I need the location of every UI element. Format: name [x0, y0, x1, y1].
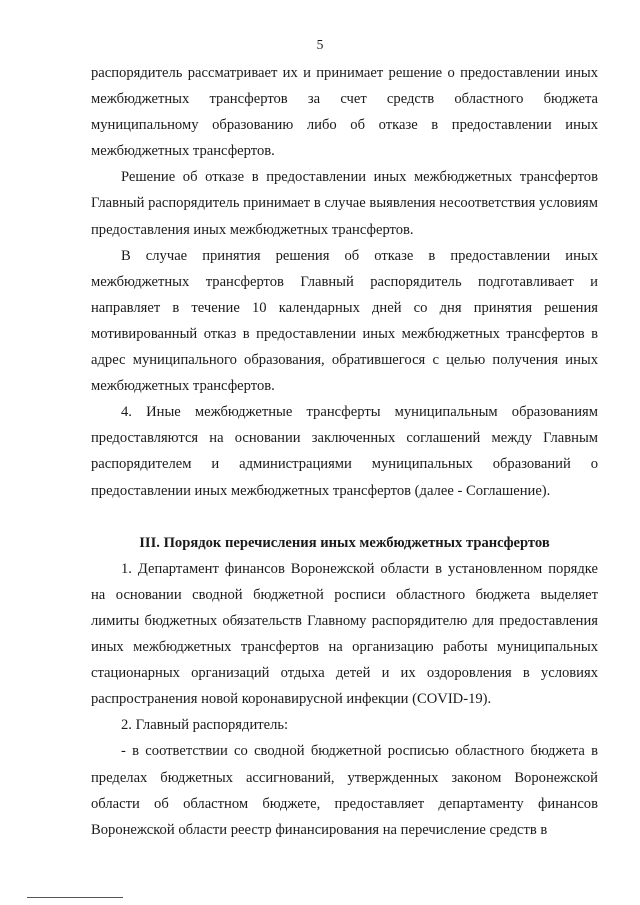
footer-rule	[27, 897, 123, 898]
document-body	[91, 60, 598, 843]
paragraph-chief-administrator: 2. Главный распорядитель:	[121, 717, 289, 734]
paragraph-refusal-decision: Решение об отказе в предоставлении иных межбюджетных трансфертов Главный распорядитель принимает в случае выявления несоответствия условиям предоставления иных межбюджетных трансфертов.	[91, 169, 598, 238]
page-number: 5	[316, 37, 324, 52]
paragraph-agreements: 4. Иные межбюджетные трансферты муниципальным образованиям предоставляются на основании заключенных соглашений между Главным распорядителем и администрациями муниципальных образований о предоставлении иных межбюджетных трансфертов (далее - Соглашение).	[91, 404, 598, 499]
section-heading: III. Порядок перечисления иных межбюджетных трансфертов	[139, 534, 550, 551]
paragraph-budget-register: - в соответствии со сводной бюджетной росписью областного бюджета в пределах бюджетных ассигнований, утвержденных законом Воронежской области об областном бюджете, предоставляет департаменту финансов Воронежской области реестр финансирования на перечисление средств в	[91, 743, 598, 838]
paragraph-refusal-notice: В случае принятия решения об отказе в предоставлении иных межбюджетных трансфертов Главный распорядитель подготавливает и направляет в течение 10 календарных дней со дня принятия решения мотивированный отказ в предоставлении иных межбюджетных трансфертов в адрес муниципального образования, обратившегося с целью получения иных межбюджетных трансфертов.	[91, 247, 598, 395]
paragraph-continuation: распорядитель рассматривает их и принимает решение о предоставлении иных межбюджетных трансфертов за счет средств областного бюджета муниципальному образованию либо об отказе в предоставлении иных межбюджетных трансфертов.	[91, 65, 598, 160]
paragraph-department-limits: 1. Департамент финансов Воронежской области в установленном порядке на основании сводной бюджетной росписи областного бюджета выделяет лимиты бюджетных обязательств Главному распорядителю для предоставления иных межбюджетных трансфертов на организацию работы муниципальных стационарных организаций отдыха детей и их оздоровления в условиях распространения новой коронавирусной инфекции (COVID-19).	[91, 560, 598, 708]
